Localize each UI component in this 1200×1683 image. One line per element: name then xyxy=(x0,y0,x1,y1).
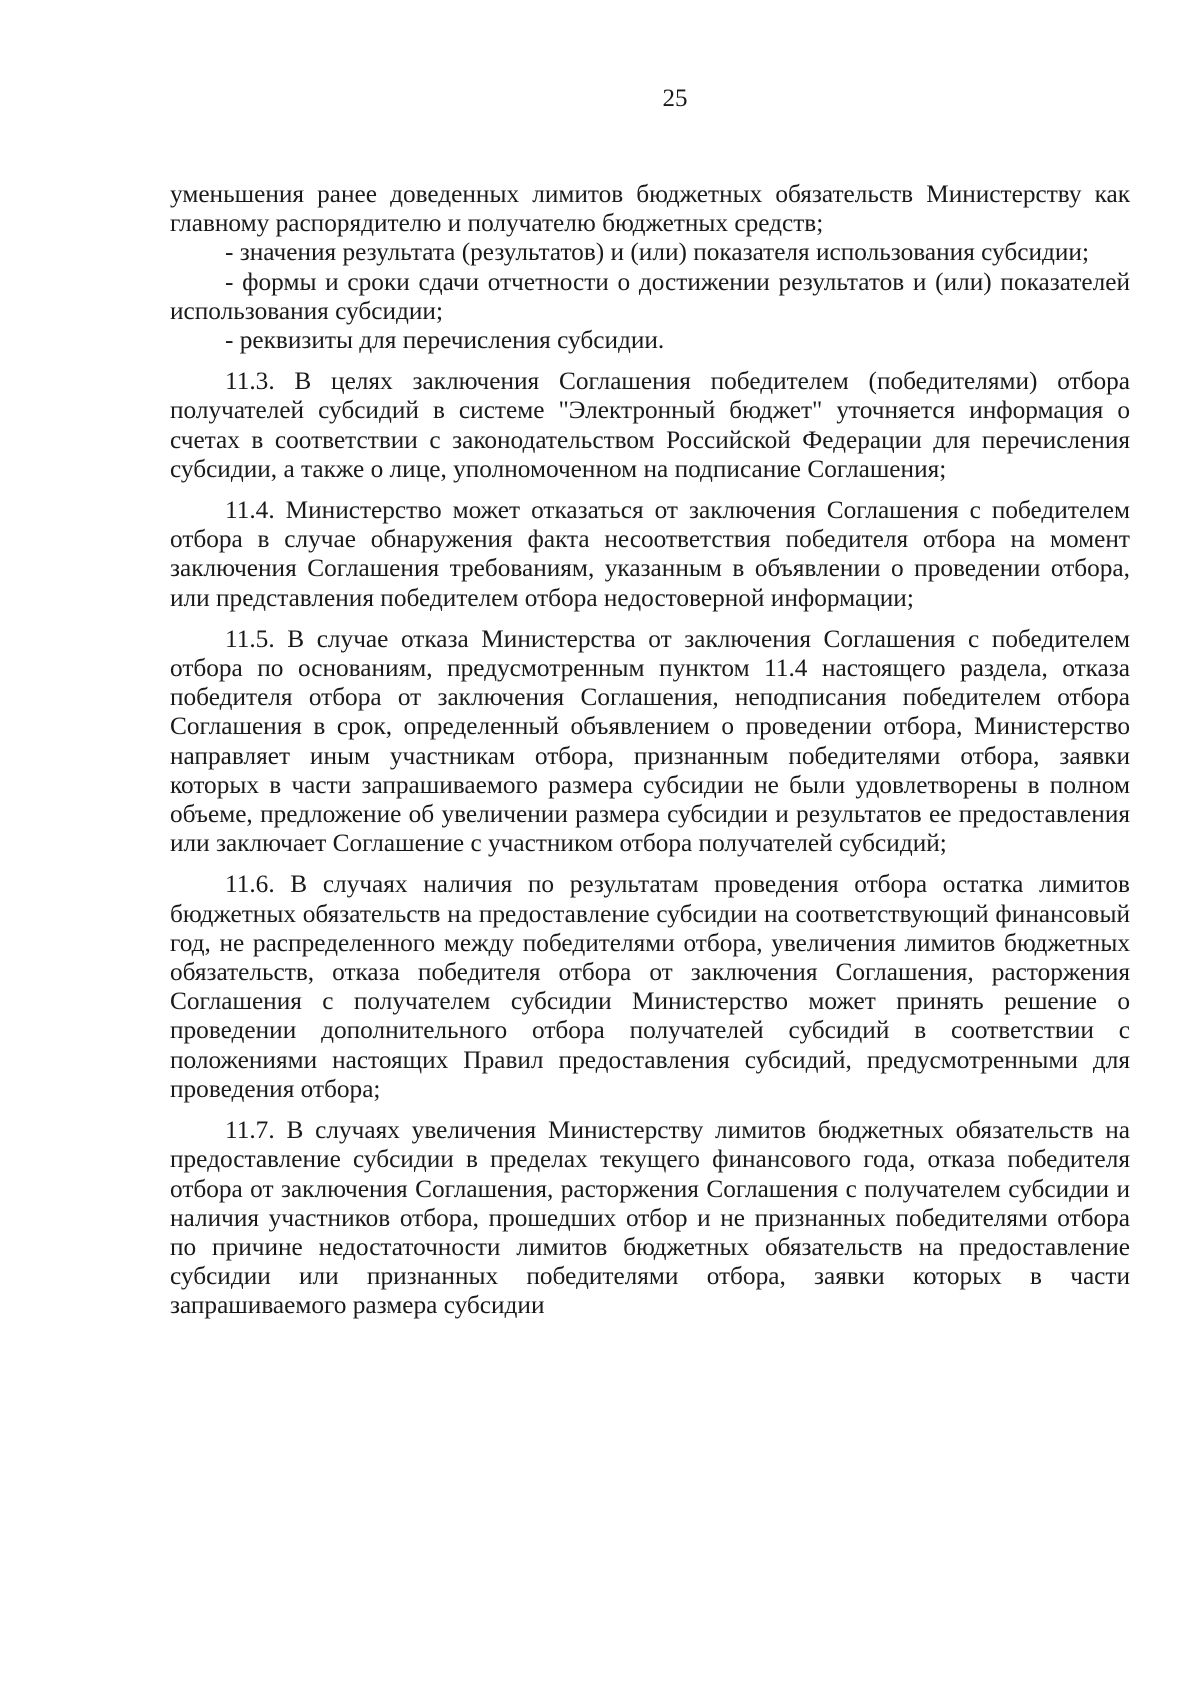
clause-11-4: 11.4. Министерство может отказаться от заключения Соглашения с победителем отбора в случае обнаружения факта несоответствия победителя отбора на момент заключения Соглашения требованиям, указанным в объявлении о проведении отбора, или представления победителем отбора недостоверной информации; xyxy=(170,496,1130,612)
clause-11-5: 11.5. В случае отказа Министерства от заключения Соглашения с победителем отбора по основаниям, предусмотренным пунктом 11.4 настоящего раздела, отказа победителя отбора от заключения Соглашения, неподписания победителем отбора Соглашения в срок, определенный объявлением о проведении отбора, Министерство направляет иным участникам отбора, признанным победителями отбора, заявки которых в части запрашиваемого размера субсидии не были удовлетворены в полном объеме, предложение об увеличении размера субсидии и результатов ее предоставления или заключает Соглашение с участником отбора получателей субсидий; xyxy=(170,624,1130,858)
document-body xyxy=(170,180,1130,1321)
list-item-requisites: - реквизиты для перечисления субсидии. xyxy=(225,326,665,355)
page-number: 25 xyxy=(662,85,688,112)
list-item-result-value: - значения результата (результатов) и (или) показателя использования субсидии; xyxy=(225,238,1089,267)
paragraph-continuation: уменьшения ранее доведенных лимитов бюджетных обязательств Министерству как главному распорядителю и получателю бюджетных средств; xyxy=(170,180,1130,238)
clause-11-6: 11.6. В случаях наличия по результатам проведения отбора остатка лимитов бюджетных обязательств на предоставление субсидии на соответствующий финансовый год, не распределенного между победителями отбора, увеличения лимитов бюджетных обязательств, отказа победителя отбора от заключения Соглашения, расторжения Соглашения с получателем субсидии Министерство может принять решение о проведении дополнительного отбора получателей субсидий в соответствии с положениями настоящих Правил предоставления субсидий, предусмотренными для проведения отбора; xyxy=(170,870,1130,1103)
clause-11-3: 11.3. В целях заключения Соглашения победителем (победителями) отбора получателей субсидий в системе "Электронный бюджет" уточняется информация о счетах в соответствии с законодательством Российской Федерации для перечисления субсидии, а также о лице, уполномоченном на подписание Соглашения; xyxy=(170,367,1130,483)
list-item-reporting-forms: - формы и сроки сдачи отчетности о достижении результатов и (или) показателей использования субсидии; xyxy=(170,267,1130,325)
clause-11-7: 11.7. В случаях увеличения Министерству лимитов бюджетных обязательств на предоставление субсидии в пределах текущего финансового года, отказа победителя отбора от заключения Соглашения, расторжения Соглашения с получателем субсидии и наличия участников отбора, прошедших отбор и не признанных победителями отбора по причине недостаточности лимитов бюджетных обязательств на предоставление субсидии или признанных победителями отбора, заявки которых в части запрашиваемого размера субсидии xyxy=(170,1116,1130,1320)
